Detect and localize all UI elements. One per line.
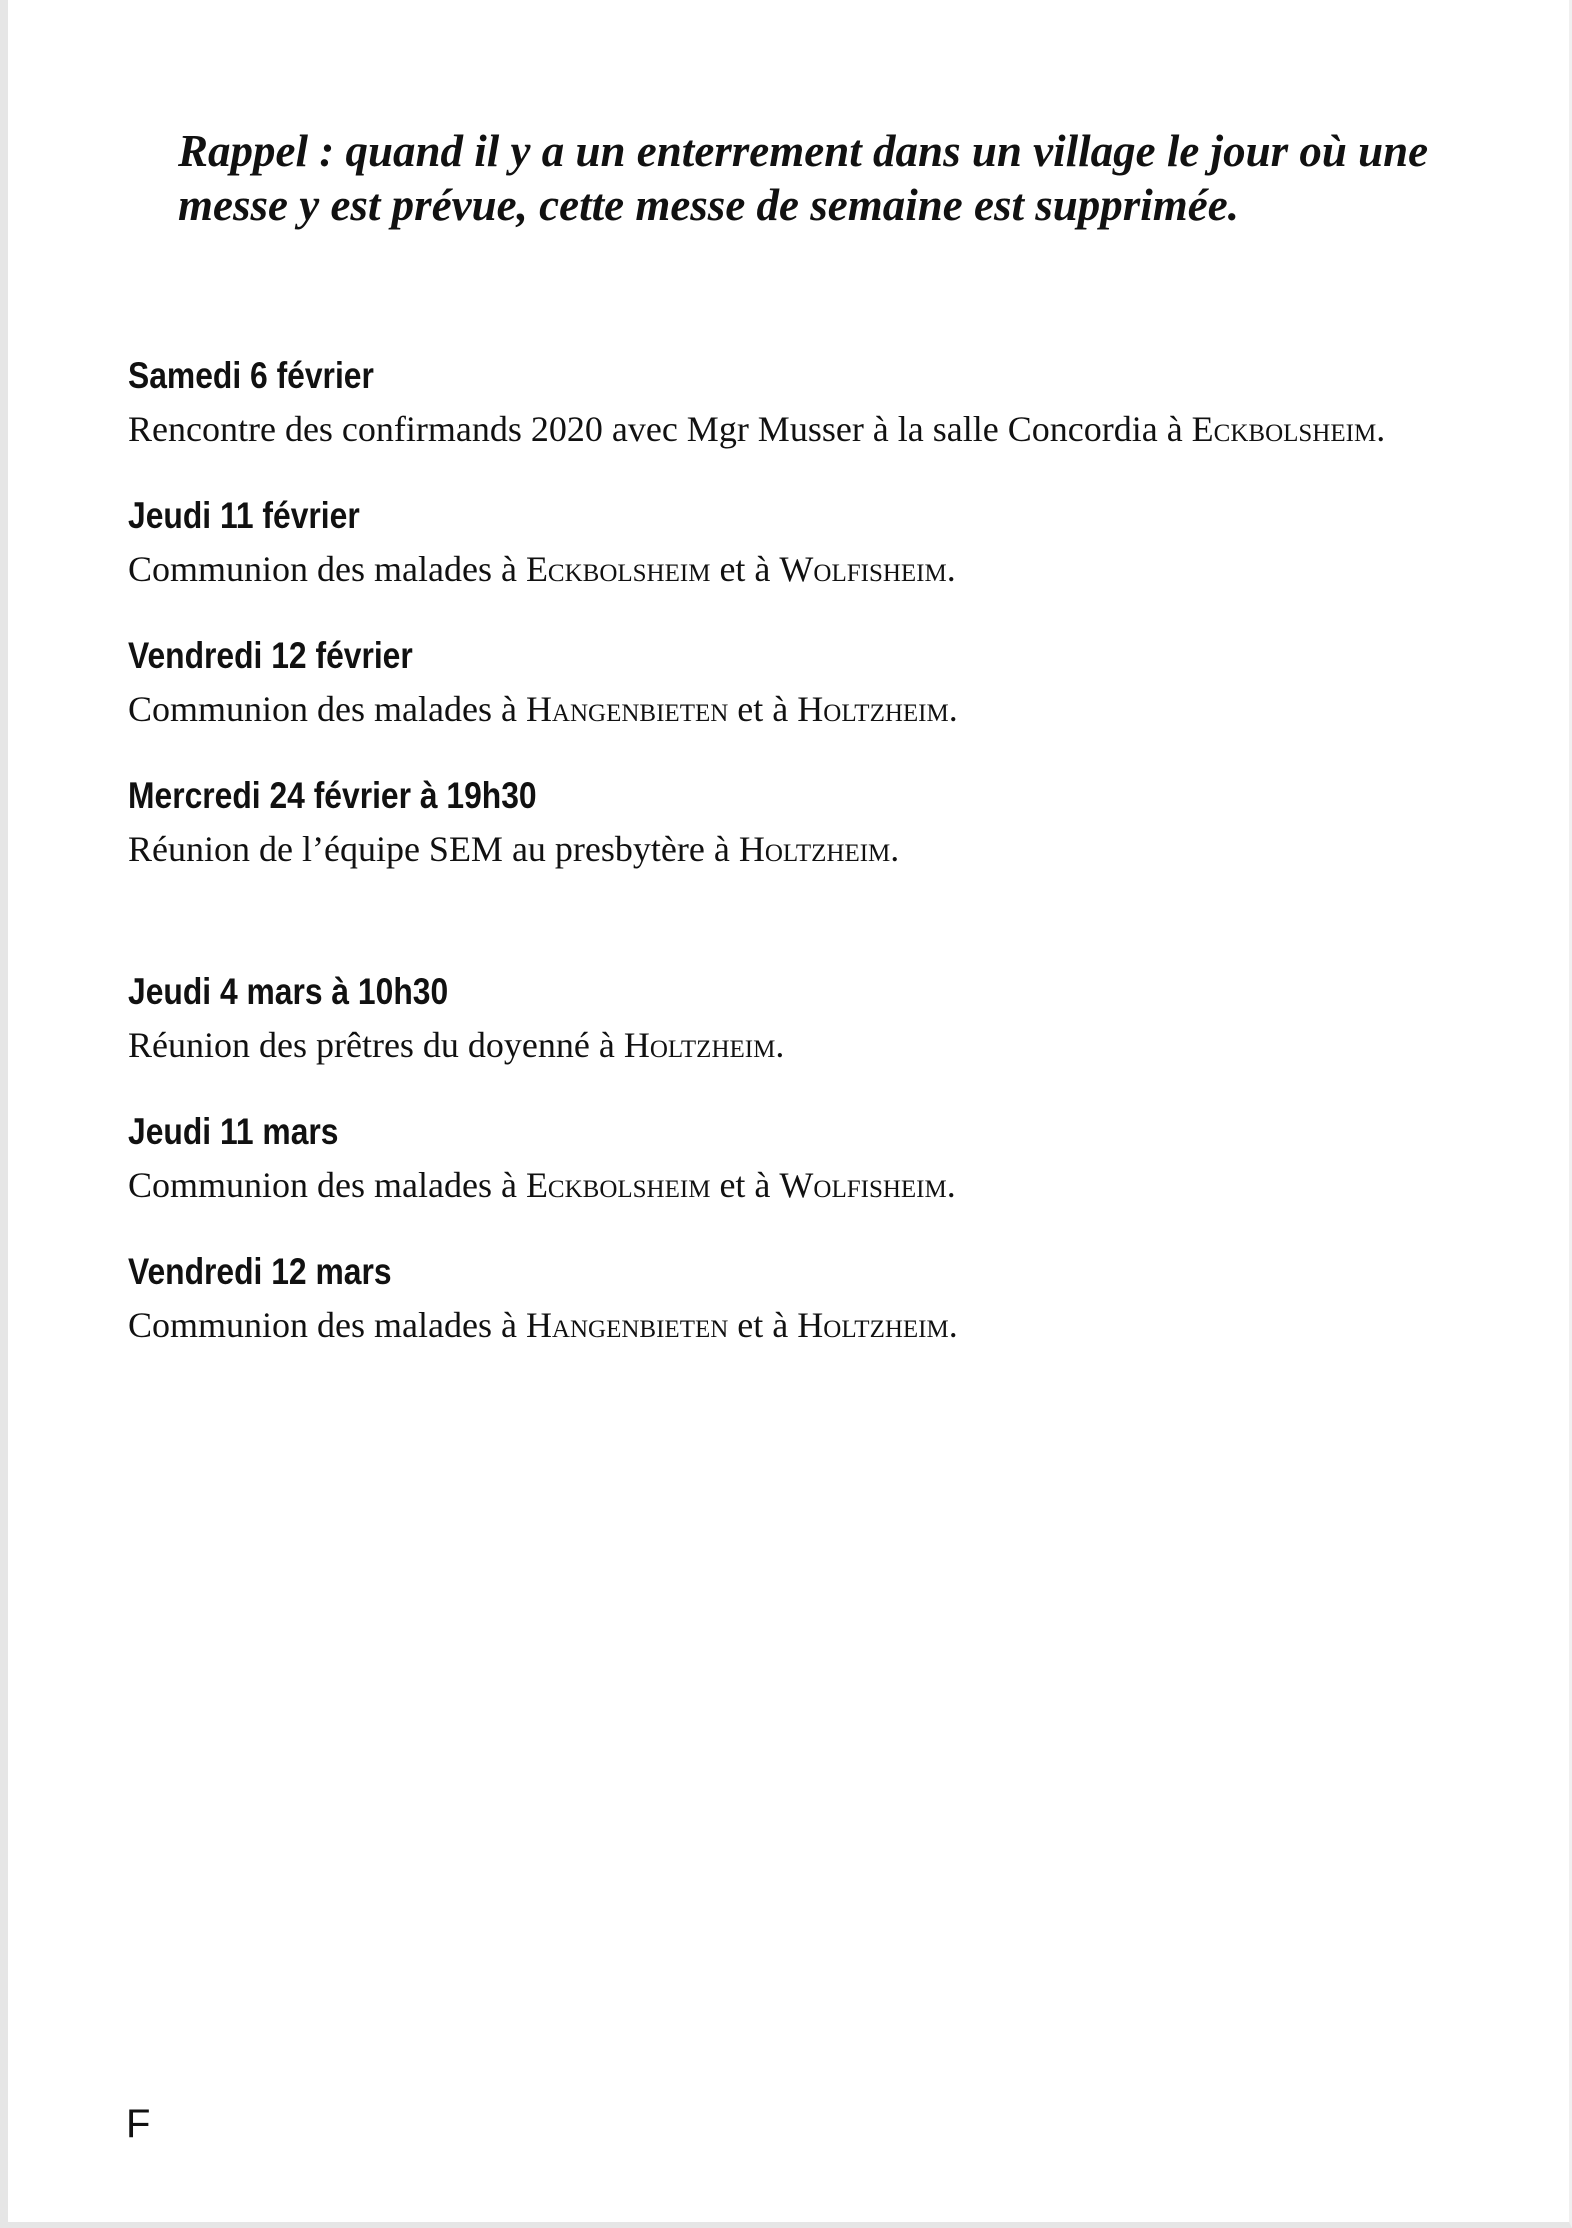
- event-date-heading: Jeudi 11 mars: [128, 1111, 339, 1152]
- event-list: [128, 350, 1428, 1352]
- event-description: [128, 1158, 1428, 1212]
- event-date-heading: Mercredi 24 février à 19h30: [128, 775, 537, 816]
- event-text: Réunion des prêtres du doyenné à: [128, 1025, 624, 1065]
- event-text: Rencontre des confirmands 2020 avec Mgr Musser à la salle Concordia à: [128, 409, 1192, 449]
- spacer: [128, 736, 1428, 770]
- place-name: Eckbolsheim: [525, 1165, 711, 1205]
- place-name: Eckbolsheim: [1191, 409, 1377, 449]
- event-text: Communion des malades à: [128, 549, 526, 589]
- event-entry: [128, 966, 1428, 1072]
- event-date-heading: Samedi 6 février: [128, 355, 374, 396]
- event-description: [128, 1018, 1428, 1072]
- spacer: [128, 596, 1428, 630]
- event-text: et à: [710, 1165, 780, 1205]
- event-date-heading: Jeudi 11 février: [128, 495, 360, 536]
- event-date-heading: Vendredi 12 février: [128, 635, 413, 676]
- event-description: [128, 402, 1428, 456]
- event-entry: [128, 350, 1428, 456]
- event-text: et à: [710, 549, 780, 589]
- event-text: Réunion de l’équipe SEM au presbytère à: [128, 829, 739, 869]
- spacer: [128, 1072, 1428, 1106]
- event-entry: [128, 770, 1428, 876]
- place-name: Hangenbieten: [525, 1305, 729, 1345]
- place-name: Hangenbieten: [525, 689, 729, 729]
- event-text-end: .: [946, 549, 956, 589]
- event-text: Communion des malades à: [128, 689, 526, 729]
- event-text: Communion des malades à: [128, 1165, 526, 1205]
- event-description: [128, 542, 1428, 596]
- place-name: Holtzheim: [797, 689, 949, 729]
- event-text: et à: [728, 689, 798, 729]
- place-name: Holtzheim: [797, 1305, 949, 1345]
- event-description: [128, 822, 1428, 876]
- event-text-end: .: [890, 829, 900, 869]
- event-description: [128, 682, 1428, 736]
- place-name: Holtzheim: [623, 1025, 776, 1065]
- place-name: Wolfisheim: [779, 549, 947, 589]
- event-text: Communion des malades à: [128, 1305, 526, 1345]
- event-text-end: .: [1376, 409, 1386, 449]
- event-date-heading: Vendredi 12 mars: [128, 1251, 392, 1292]
- reminder-note: Rappel : quand il y a un enterrement dans un village le jour où une messe y est prévue, cette messe de semaine est supprimée.: [178, 126, 1429, 230]
- event-text-end: .: [775, 1025, 785, 1065]
- footer-letter: F: [126, 2102, 151, 2146]
- event-text-end: .: [946, 1165, 956, 1205]
- event-description: [128, 1298, 1428, 1352]
- spacer: [128, 1212, 1428, 1246]
- place-name: Eckbolsheim: [525, 549, 711, 589]
- spacer: [128, 876, 1428, 966]
- event-text-end: .: [948, 1305, 958, 1345]
- event-text-end: .: [948, 689, 958, 729]
- event-date-heading: Jeudi 4 mars à 10h30: [128, 971, 449, 1012]
- place-name: Wolfisheim: [779, 1165, 947, 1205]
- event-entry: [128, 1246, 1428, 1352]
- event-entry: [128, 1106, 1428, 1212]
- place-name: Holtzheim: [738, 829, 891, 869]
- event-entry: [128, 630, 1428, 736]
- spacer: [128, 456, 1428, 490]
- event-entry: [128, 490, 1428, 596]
- event-text: et à: [728, 1305, 798, 1345]
